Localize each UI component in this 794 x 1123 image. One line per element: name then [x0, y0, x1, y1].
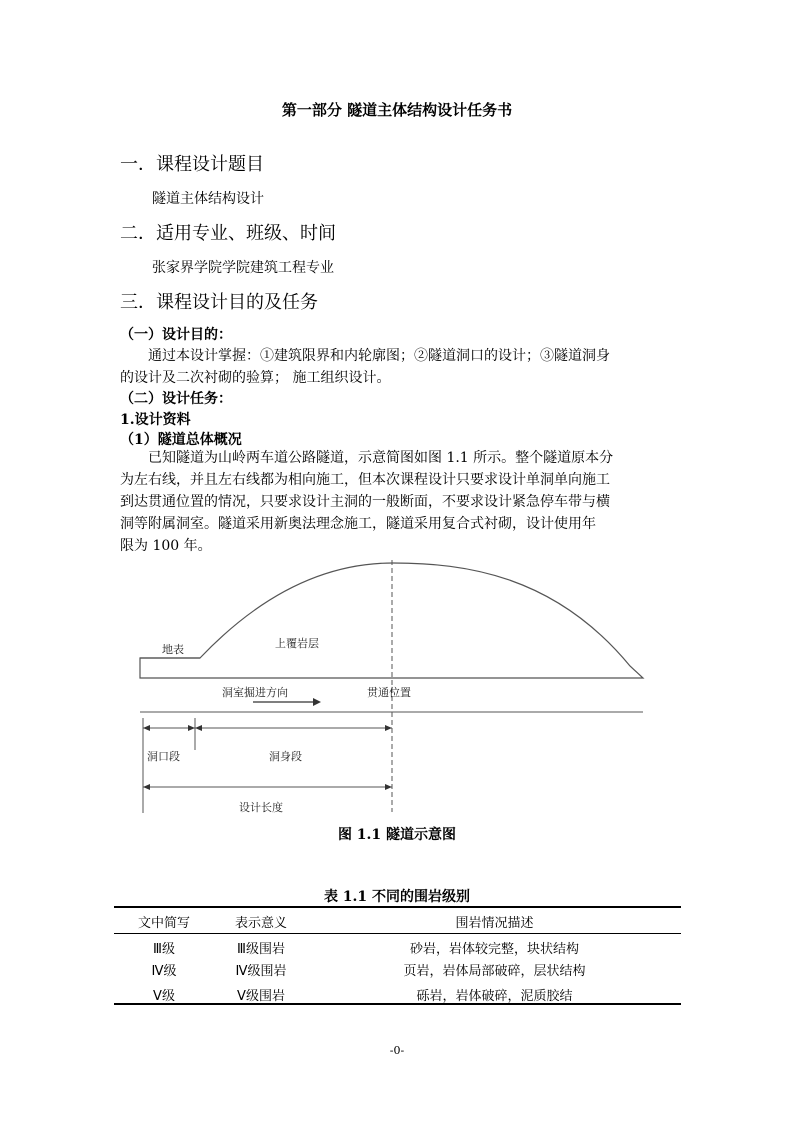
table-cell: Ⅲ级	[153, 942, 175, 957]
section-1-body: 隧道主体结构设计	[152, 191, 264, 207]
table-cell: 砾岩，岩体破碎，泥质胶结	[416, 989, 573, 1004]
overview-paragraph-line: 到达贯通位置的情况，只要求设计主洞的一般断面，不要求设计紧急停车带与横	[120, 494, 610, 510]
table-cell: Ⅳ级	[151, 964, 177, 979]
design-length-label: 设计长度	[239, 801, 283, 814]
table-header-cell: 围岩情况描述	[455, 916, 534, 931]
overview-paragraph-line: 洞等附属洞室。隧道采用新奥法理念施工，隧道采用复合式衬砌，设计使用年	[120, 516, 596, 532]
table-top-rule	[114, 906, 681, 908]
table-caption: 表 1.1 不同的围岩级别	[323, 889, 471, 905]
overview-paragraph-line: 已知隧道为山岭两车道公路隧道，示意简图如图 1.1 所示。整个隧道原本分	[148, 450, 614, 466]
purpose-heading: （一）设计目的：	[120, 327, 232, 343]
task-heading: （二）设计任务：	[120, 391, 232, 407]
tunnel-overview-heading: （1）隧道总体概况	[120, 432, 242, 448]
table-header-rule	[114, 933, 681, 934]
document-title: 第一部分 隧道主体结构设计任务书	[281, 101, 513, 119]
purpose-line-2: 的设计及二次衬砌的验算； 施工组织设计。	[120, 370, 391, 386]
table-cell: 砂岩，岩体较完整，块状结构	[409, 942, 579, 957]
direction-label: 洞室掘进方向	[222, 686, 288, 699]
table-cell: 页岩，岩体局部破碎，层状结构	[403, 964, 586, 979]
table-cell: Ⅳ级围岩	[235, 964, 287, 979]
overview-paragraph-line: 限为 100 年。	[120, 538, 212, 554]
page-number: -0-	[389, 1044, 405, 1057]
figure-caption: 图 1.1 隧道示意图	[337, 827, 457, 843]
table-header-cell: 文中简写	[137, 916, 190, 931]
table-header-cell: 表示意义	[234, 916, 287, 931]
portal-section-label: 洞口段	[147, 750, 180, 763]
surface-label: 地表	[162, 643, 184, 656]
section-3-heading: 三．课程设计目的及任务	[120, 292, 318, 313]
section-2-body: 张家界学院学院建筑工程专业	[152, 260, 334, 276]
purpose-line-1: 通过本设计掌握：①建筑限界和内轮廓图；②隧道洞口的设计；③隧道洞身	[148, 348, 610, 364]
tunnel-schematic-figure	[135, 555, 645, 825]
direction-arrow-icon	[313, 698, 321, 706]
section-1-heading: 一．课程设计题目	[120, 154, 264, 175]
overview-paragraph-line: 为左右线，并且左右线都为相向施工，但本次课程设计只要求设计单洞单向施工	[120, 472, 610, 488]
body-section-label: 洞身段	[269, 750, 302, 763]
breakthrough-label: 贯通位置	[367, 686, 411, 699]
table-cell: Ⅴ级	[153, 989, 175, 1004]
design-data-heading: 1.设计资料	[120, 412, 191, 428]
section-2-heading: 二．适用专业、班级、时间	[120, 223, 336, 244]
table-cell: Ⅴ级围岩	[237, 989, 285, 1004]
table-cell: Ⅲ级围岩	[237, 942, 285, 957]
overburden-label: 上覆岩层	[275, 637, 319, 650]
